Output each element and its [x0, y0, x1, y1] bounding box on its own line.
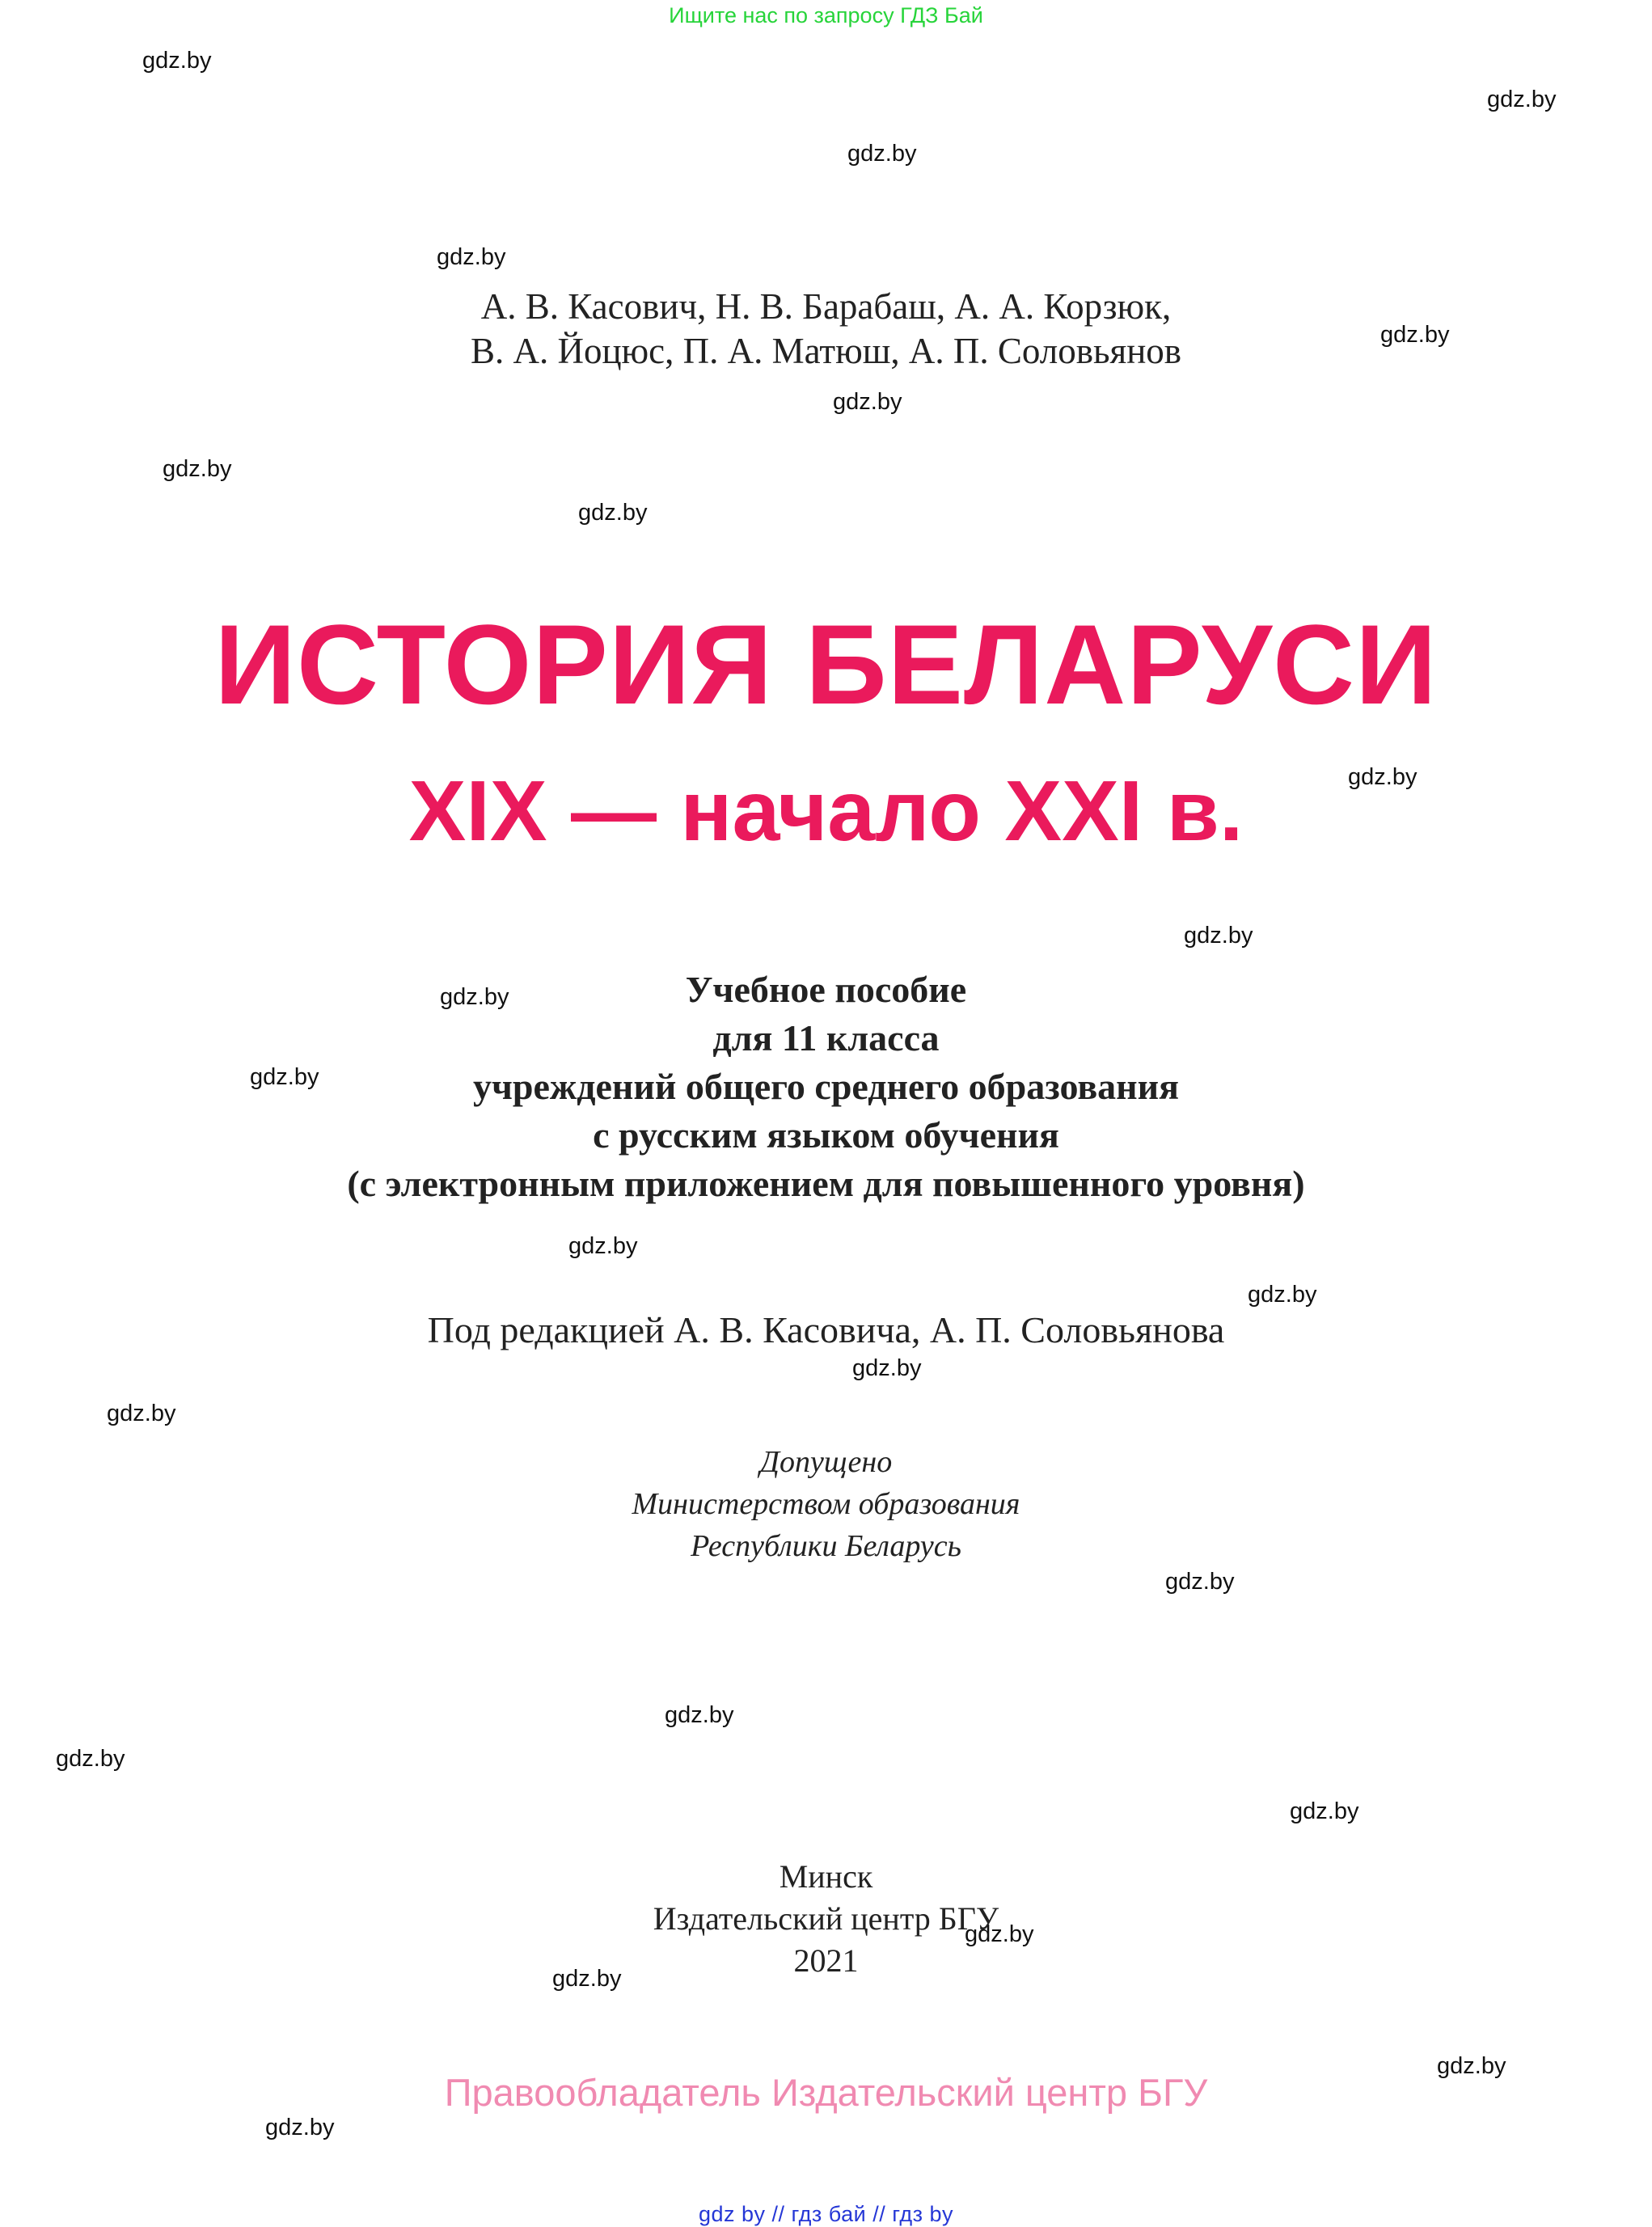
approval-line: Министерством образования [632, 1487, 1020, 1521]
watermark: gdz.by [1165, 1569, 1235, 1595]
watermark: gdz.by [440, 984, 509, 1010]
search-hint-link[interactable]: Ищите нас по запросу ГДЗ Бай [669, 3, 983, 27]
approval-line: Допущено [759, 1445, 893, 1479]
publisher-block [0, 1856, 1652, 1982]
watermark: gdz.by [56, 1746, 125, 1772]
watermark: gdz.by [250, 1064, 319, 1090]
watermark: gdz.by [578, 500, 648, 526]
approval-line: Республики Беларусь [691, 1529, 961, 1563]
watermark: gdz.by [847, 141, 917, 167]
watermark: gdz.by [107, 1401, 176, 1426]
description-line: учреждений общего среднего образования [472, 1066, 1180, 1107]
watermark: gdz.by [163, 456, 232, 482]
watermark: gdz.by [1380, 322, 1450, 348]
watermark: gdz.by [1348, 764, 1418, 790]
watermark: gdz.by [833, 389, 902, 415]
watermark: gdz.by [142, 48, 212, 74]
description-line: с русским языком обучения [593, 1114, 1059, 1156]
publisher-city: Минск [779, 1858, 873, 1895]
approval-note [0, 1441, 1652, 1567]
watermark: gdz.by [552, 1966, 622, 1992]
watermark: gdz.by [965, 1921, 1034, 1947]
publisher-year: 2021 [793, 1942, 859, 1979]
description-line: для 11 класса [712, 1017, 940, 1059]
authors-line-1: А. В. Касович, Н. В. Барабаш, А. А. Корзюк, [480, 286, 1172, 327]
book-title: ИСТОРИЯ БЕЛАРУСИ [214, 601, 1438, 728]
book-description [0, 966, 1652, 1208]
watermark: gdz.by [1487, 87, 1557, 112]
watermark: gdz.by [1184, 923, 1253, 949]
book-subtitle: XIX — начало XXI в. [408, 763, 1244, 859]
publisher-name: Издательский центр БГУ [653, 1900, 999, 1937]
footer-links[interactable]: gdz by // гдз бай // гдз by [698, 2202, 954, 2226]
watermark: gdz.by [1248, 1282, 1317, 1308]
description-line: Учебное пособие [685, 969, 967, 1010]
watermark: gdz.by [437, 244, 506, 270]
authors [0, 285, 1652, 374]
description-line: (с электронным приложением для повышенного уровня) [347, 1163, 1305, 1204]
watermark: gdz.by [265, 2115, 335, 2140]
watermark: gdz.by [568, 1233, 638, 1259]
authors-line-2: В. А. Йоцюс, П. А. Матюш, А. П. Соловьянов [470, 331, 1182, 371]
watermark: gdz.by [1290, 1798, 1359, 1824]
watermark: gdz.by [1437, 2053, 1506, 2079]
editors: Под редакцией А. В. Касовича, А. П. Соловьянова [427, 1309, 1225, 1350]
watermark: gdz.by [665, 1702, 734, 1728]
copyright-notice: Правообладатель Издательский центр БГУ [444, 2071, 1208, 2114]
watermark: gdz.by [852, 1355, 922, 1381]
